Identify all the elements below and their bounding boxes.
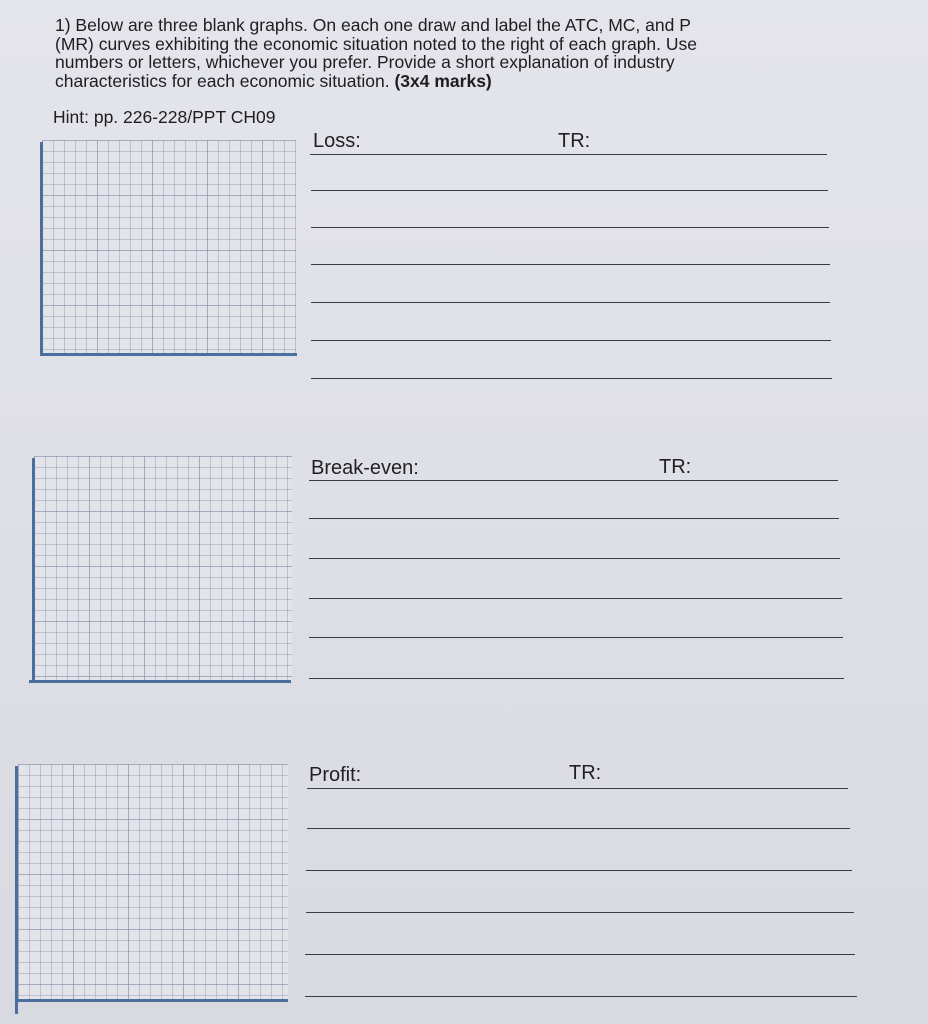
break-even-answer-line-6[interactable] xyxy=(309,678,844,679)
loss-answer-line-1[interactable] xyxy=(310,154,827,155)
break-even-graph-y-axis xyxy=(32,458,35,683)
profit-label: Profit: xyxy=(309,764,362,786)
loss-answer-line-7[interactable] xyxy=(311,378,832,379)
question-line-4-text: characteristics for each economic situation. xyxy=(55,70,395,91)
break-even-answer-line-4[interactable] xyxy=(309,598,842,599)
break-even-answer-line-3[interactable] xyxy=(309,558,840,559)
question-line-4 xyxy=(55,72,815,91)
profit-answer-line-3[interactable] xyxy=(306,870,852,871)
profit-tr-label: TR: xyxy=(569,762,602,784)
profit-graph-paper[interactable] xyxy=(18,764,288,1000)
break-even-label: Break-even: xyxy=(311,457,419,479)
loss-answer-line-6[interactable] xyxy=(311,340,831,341)
break-even-graph-x-axis xyxy=(29,680,291,683)
profit-graph-y-axis xyxy=(15,766,18,1014)
loss-graph-paper[interactable] xyxy=(42,140,296,354)
loss-graph-x-axis xyxy=(40,353,297,356)
question-text xyxy=(55,16,815,90)
marks-label: (3x4 marks) xyxy=(394,70,492,91)
break-even-answer-line-1[interactable] xyxy=(309,480,838,481)
profit-answer-line-5[interactable] xyxy=(305,954,855,955)
profit-answer-line-4[interactable] xyxy=(306,912,854,913)
profit-answer-line-2[interactable] xyxy=(307,828,850,829)
profit-graph-x-axis xyxy=(15,999,288,1002)
question-line-2: (MR) curves exhibiting the economic situation noted to the right of each graph. Use xyxy=(55,33,698,54)
break-even-graph-paper[interactable] xyxy=(34,456,292,680)
break-even-tr-label: TR: xyxy=(659,456,692,478)
loss-answer-line-2[interactable] xyxy=(311,190,828,191)
loss-answer-line-3[interactable] xyxy=(311,227,829,228)
hint-text: Hint: pp. 226-228/PPT CH09 xyxy=(53,107,276,127)
loss-answer-line-5[interactable] xyxy=(311,302,830,303)
break-even-answer-line-2[interactable] xyxy=(309,518,839,519)
break-even-answer-line-5[interactable] xyxy=(309,637,843,638)
loss-tr-label: TR: xyxy=(558,130,591,152)
loss-label: Loss: xyxy=(313,130,361,152)
loss-graph-y-axis xyxy=(40,142,43,356)
loss-answer-line-4[interactable] xyxy=(311,264,830,265)
question-line-3: numbers or letters, whichever you prefer. Provide a short explanation of industry xyxy=(55,52,675,72)
profit-answer-line-6[interactable] xyxy=(305,996,857,997)
question-line-1: 1) Below are three blank graphs. On each one draw and label the ATC, MC, and P xyxy=(55,15,691,35)
profit-answer-line-1[interactable] xyxy=(307,788,848,789)
